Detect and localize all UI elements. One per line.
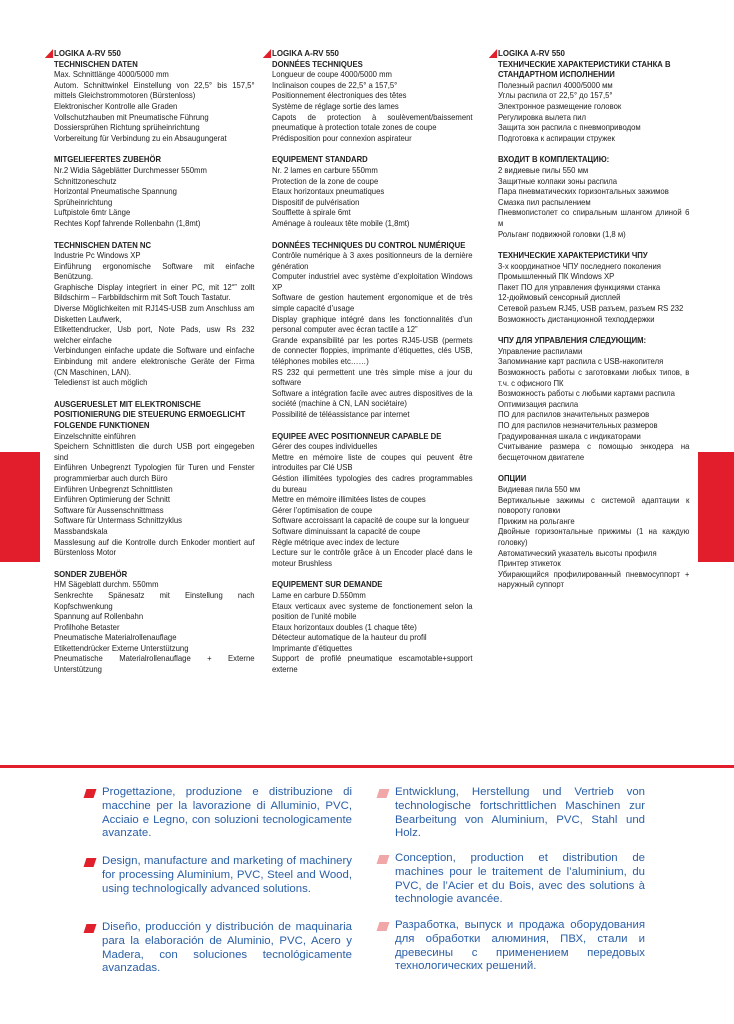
spec-section <box>272 431 473 569</box>
spec-line: Contrôle numérique à 3 axes positionneurs de la dernière génération <box>272 250 473 271</box>
spec-section <box>54 569 255 675</box>
spec-line: Автоматический указатель высоты профиля <box>498 547 657 558</box>
spec-line: Géstion illimitées typologies des cadres programmables du bureau <box>272 472 473 494</box>
spec-line: Autom. Schnittwinkel Einstellung von 22,5° bis 157,5° mittels Gleichstrommotoren (Bürstenloss) <box>54 79 255 101</box>
spec-section <box>498 250 689 324</box>
spec-line: Profilhohe Betaster <box>54 621 120 632</box>
spec-line: Электронное размещение головок <box>498 100 622 111</box>
spec-line: Принтер этикеток <box>498 558 561 569</box>
red-triangle-icon <box>263 49 271 58</box>
spec-line: Horizontal Pneumatische Spannung <box>54 186 177 197</box>
spec-line: Inclinaison coupes de 22,5° a 157,5° <box>272 79 398 90</box>
spec-section <box>54 240 255 388</box>
spec-line: HM Sägeblatt durchm. 550mm <box>54 579 159 590</box>
spec-line: ПО для распилов незначительных размеров <box>498 420 658 430</box>
spec-line: Оптимизация распила <box>498 398 579 409</box>
spec-section <box>272 59 473 144</box>
spec-line: Подготовка к аспирации стружек <box>498 132 615 143</box>
spec-section <box>272 579 473 674</box>
section-heading: EQUIPEMENT SUR DEMANDE <box>272 579 383 590</box>
section-heading: ВХОДИТ В КОМПЛЕКТАЦИЮ: <box>498 154 610 165</box>
spec-line: 12-дюймовый сенсорный дисплей <box>498 292 621 303</box>
section-heading: EQUIPEMENT STANDARD <box>272 154 368 165</box>
section-heading: DONNÉES TECHNIQUES DU CONTROL NUMÉRIQUE <box>272 239 466 250</box>
spec-line: Gérer l’optimisation de coupe <box>272 504 373 515</box>
mission-russian: Разработка, выпуск и продажа оборудования для обработки алюминия, ПВХ, стали и древесины с применением передовых технологических решений. <box>395 919 645 974</box>
spec-line: Détecteur automatique de la hauteur du profil <box>272 632 427 643</box>
spec-section <box>498 154 689 239</box>
german-specs-column <box>54 48 255 686</box>
spec-line: Software für Aussenschnittmass <box>54 504 164 515</box>
spec-line: Lame en carbure D.550mm <box>272 589 366 600</box>
spec-line: Prédisposition pour connexion aspirateur <box>272 132 412 143</box>
spec-line: Прижим на рольганге <box>498 515 575 526</box>
pink-marker-icon <box>377 855 390 864</box>
spec-line: Запоминание карт распила с USB-накопителя <box>498 356 664 367</box>
spec-line: Etaux verticaux avec systeme de fonctionement selon la position de l’unité mobile <box>272 600 473 622</box>
pink-marker-icon <box>377 789 390 798</box>
spec-line: Регулировка вылета пил <box>498 111 587 122</box>
mission-german: Entwicklung, Herstellung und Vertrieb von technologische fortschrittlichen Maschinen zur Bearbeitung von Aluminium, PVC, Stahl und Holz. <box>395 786 645 841</box>
spec-line: Protection de la zone de coupe <box>272 175 379 186</box>
spec-line: Rechtes Kopf fahrende Rollenbahn (1,8mt) <box>54 217 201 228</box>
section-heading: ТЕХНИЧЕСКИЕ ХАРАКТЕРИСТИКИ СТАНКА В СТАНДАРТНОМ ИСПОЛНЕНИИ <box>498 58 671 80</box>
spec-line: Видиевая пила 550 мм <box>498 483 581 494</box>
spec-line: Max. Schnittlänge 4000/5000 mm <box>54 69 169 80</box>
spec-line: Etaux horizontaux pneumatiques <box>272 186 385 197</box>
spec-line: Longueur de coupe 4000/5000 mm <box>272 69 392 80</box>
spec-line: ПО для распилов значительных размеров <box>498 409 650 420</box>
spec-line: Diverse Möglichkeiten mit RJ14S-USB zum Anschluss am Disketten Laufwerk, <box>54 303 255 324</box>
red-marker-icon <box>84 924 97 933</box>
section-heading: AUSGERUESLET MIT ELEKTRONISCHE POSITIONIERUNG DIE STEUERUNG ERMOEGLICHT FOLGENDE FUNKTIONEN <box>54 398 246 430</box>
spec-line: Считывание размера с помощью энкодера на бесщеточном двигателе <box>498 441 690 462</box>
russian-sections <box>498 59 689 590</box>
spec-line: Градуированная шкала с индикаторами <box>498 430 641 441</box>
right-red-band <box>698 452 734 562</box>
spec-line: 3-х координатное ЧПУ последнего поколения <box>498 260 661 271</box>
german-brand-title: LOGIKA A-RV 550 <box>54 48 255 59</box>
spec-line: Software accroissant la capacité de coupe sur la longueur <box>272 515 470 526</box>
spec-line: Grande expansibilité par les portes RJ45-USB (permets de connecter floppies, imprimante d’étiquettes, clés USB, téléphones mobiles etc……) <box>272 334 473 367</box>
spec-section <box>498 473 689 590</box>
mission-french: Conception, production et distribution de machines pour le traitement de l’aluminium, du PVC, de l’Acier et du Bois, avec des solutions à technologie avancée. <box>395 852 645 907</box>
spec-line: Software für Untermass Schnittzyklus <box>54 515 183 526</box>
spec-line: 2 видиевые пилы 550 мм <box>498 164 589 175</box>
spec-line: Nr.2 Widia Sägeblätter Durchmesser 550mm <box>54 164 207 175</box>
spec-line: Сетевой разъем RJ45, USB разъем, разъем RS 232 <box>498 303 684 314</box>
spec-line: Etikettendrucker, Usb port, Note Pads, usw Rs 232 welcher einfache <box>54 324 255 345</box>
spec-line: Защитные колпаки зоны распила <box>498 175 618 186</box>
spec-line: Graphische Display integriert in einer PC, mit 12“” zollt Bildschirm – Farbbildschirm mit Soft Touch Tastatur. <box>54 281 255 303</box>
spec-line: Capots de protection à soulèvement/baissement pneumatique à protection totale zones de coupe <box>272 111 473 133</box>
mission-english: Design, manufacture and marketing of machinery for processing Aluminium, PVC, Steel and Wood, using technologically advanced solutions. <box>102 855 352 896</box>
spec-line: Elektronischer Kontrolle alle Graden <box>54 100 178 111</box>
spec-line: Positionnement électroniques des têtes <box>272 90 407 101</box>
spec-section <box>498 335 689 462</box>
spec-line: Luftpistole 6mtr Länge <box>54 207 131 218</box>
spec-line: Возможность работы с любыми картами распила <box>498 388 675 399</box>
spec-line: Massbandskala <box>54 525 108 536</box>
spec-line: Углы распила от 22,5° до 157,5° <box>498 90 613 101</box>
section-heading: MITGELIEFERTES ZUBEHÖR <box>54 154 162 165</box>
spec-line: Einführung ergonomische Software mit einfache Benützung. <box>54 260 255 282</box>
spec-line: Пара пневматических горизонтальных зажимов <box>498 186 669 197</box>
spec-section <box>54 399 255 558</box>
spec-line: Soufflette à spirale 6mt <box>272 207 351 218</box>
spec-line: Einzelschnitte einführen <box>54 430 136 441</box>
spec-line: Пакет ПО для управления функциями станка <box>498 281 661 292</box>
spec-line: Двойные горизонтальные прижимы (1 на каждую головку) <box>498 526 690 547</box>
spec-line: Support de profilé pneumatique escamotable+support externe <box>272 653 473 675</box>
spec-line: Telediensт ist auch möglich <box>54 377 148 388</box>
spec-section <box>498 59 689 144</box>
german-sections <box>54 59 255 675</box>
spec-line: Dossiersprühen Richtung sprüheinrichtung <box>54 122 200 133</box>
spec-line: Промышленный ПК Windows XP <box>498 271 615 282</box>
section-heading: DONNÉES TECHNIQUES <box>272 58 363 69</box>
spec-line: Gérer des coupes individuelles <box>272 441 378 452</box>
spec-line: Vorbereitung für Verbindung zu ein Absaugungerat <box>54 132 227 143</box>
spec-section <box>54 154 255 228</box>
spec-section <box>272 154 473 228</box>
spec-line: Software a intégration facile avec autres dispositives de la société (machine à CN, LAN sociétaire) <box>272 387 473 409</box>
spec-line: Etaux horizontaux doubles (1 chaque tête) <box>272 621 417 632</box>
spec-line: Etikettendrücker Externe Unterstützung <box>54 642 189 653</box>
russian-brand-title: LOGIKA A-RV 550 <box>498 48 689 59</box>
spec-line: Possibilité de téléassistance par internet <box>272 409 410 419</box>
section-heading: ТЕХНИЧЕСКИЕ ХАРАКТЕРИСТИКИ ЧПУ <box>498 250 648 261</box>
spec-line: Einführen Unbegrenzt Schnittlisten <box>54 483 173 494</box>
spec-line: Système de réglage sortie des lames <box>272 100 399 111</box>
mission-italian: Progettazione, produzione e distribuzione di macchine per la lavorazione di Alluminio, PVC, Acciaio e Legno, con soluzioni tecnologicamente avanzate. <box>102 786 352 841</box>
section-heading: TECHNISCHEN DATEN NC <box>54 239 152 250</box>
french-brand-title: LOGIKA A-RV 550 <box>272 48 473 59</box>
spec-line: Einführen Unbegrenzt Typologien für Turen und Fenster programmierbar auch durch Büro <box>54 462 255 483</box>
spec-line: Software de gestion hautement ergonomique et de très simple capacité d’usage <box>272 292 473 314</box>
french-specs-column <box>272 48 473 686</box>
spec-line: Aménage à rouleaux tête mobile (1,8mt) <box>272 217 410 228</box>
pink-marker-icon <box>377 922 390 931</box>
spec-line: Computer industriel avec système d’exploitation Windows XP <box>272 271 473 292</box>
spec-line: Вертикальные зажимы с системой адаптации к повороту головки <box>498 494 690 516</box>
spec-line: Pneumatische Materialrollenauflage <box>54 632 177 643</box>
spec-line: Управление распилами <box>498 345 583 356</box>
spec-line: Рольганг подвижной головки (1,8 м) <box>498 228 626 239</box>
spec-section <box>54 59 255 144</box>
spec-line: Imprimante d’étiquettes <box>272 642 353 653</box>
section-heading: ЧПУ ДЛЯ УПРАВЛЕНИЯ СЛЕДУЮЩИМ: <box>498 335 647 346</box>
spec-line: Sprüheinrichtung <box>54 196 113 207</box>
spec-line: Spannung auf Rollenbahn <box>54 611 144 622</box>
spec-line: Dispositif de pulvérisation <box>272 196 360 207</box>
spec-line: Règle métrique avec index de lecture <box>272 536 400 547</box>
spec-line: Пневмопистолет со спиральным шлангом длиной 6 м <box>498 207 690 228</box>
mission-spanish: Diseño, producción y distribución de maquinaria para la elaboración de Aluminio, PVC, Acero y Madera, con soluciones tecnológicamente avanzadas. <box>102 921 352 976</box>
spec-line: Senkrechte Spänesatz mit Einstellung nach Kopfschwenkung <box>54 589 255 611</box>
spec-line: Masslesung auf die Kontrolle durch Enkoder montiert auf Bürstenloss Motor <box>54 536 255 558</box>
footer-divider <box>0 765 734 768</box>
spec-line: Mettre en mémoire illimitées listes de coupes <box>272 494 426 505</box>
spec-line: Industrie Pc Windows XP <box>54 250 141 261</box>
red-triangle-icon <box>489 49 497 58</box>
french-sections <box>272 59 473 675</box>
spec-line: RS 232 qui permettent une très simple mise a jour du software <box>272 366 473 388</box>
spec-line: Software diminuissant la capacité de coupe <box>272 525 421 536</box>
spec-line: Schnittzoneschutz <box>54 175 117 186</box>
spec-line: Speichern Schnittlisten die durch USB port eingegeben sind <box>54 441 255 462</box>
red-marker-icon <box>84 858 97 867</box>
spec-line: Display graphique intégré dans les fonctionnalités d’un personal computer avec écran tactile a 12” <box>272 313 473 335</box>
spec-line: Nr. 2 lames en carbure 550mm <box>272 164 378 175</box>
spec-line: Полезный распил 4000/5000 мм <box>498 79 613 90</box>
spec-line: Vollschutzhauben mit Pneumatische Führung <box>54 111 209 122</box>
left-red-band <box>0 452 40 562</box>
spec-line: Einführen Optimierung der Schnitt <box>54 494 171 505</box>
spec-line: Mettre en mémoire liste de coupes qui peuvent être introduites par Clé USB <box>272 451 473 473</box>
section-heading: ОПЦИИ <box>498 473 527 484</box>
red-triangle-icon <box>45 49 53 58</box>
spec-line: Lecture sur le contrôle grâce à un Encoder placé dans le moteur Brushless <box>272 547 473 568</box>
spec-line: Возможность работы с заготовками любых типов, в т.ч. с офисного ПК <box>498 367 690 388</box>
spec-line: Возможность дистанционной техподдержки <box>498 313 655 324</box>
red-marker-icon <box>84 789 97 798</box>
spec-section <box>272 240 473 420</box>
spec-line: Смазка пил распылением <box>498 196 591 207</box>
section-heading: SONDER ZUBEHÖR <box>54 568 128 579</box>
spec-line: Verbindungen einfache update die Software und einfache Einbindung mit andere elektronische Geräte der Firma (CN Maschinen, LAN). <box>54 345 255 377</box>
spec-line: Защита зон распила с пневмоприводом <box>498 122 641 133</box>
spec-line: Pneumatische Materialrollenauflage + Externe Unterstützung <box>54 653 255 675</box>
section-heading: EQUIPEE AVEC POSITIONNEUR CAPABLE DE <box>272 430 442 441</box>
russian-specs-column <box>498 48 689 601</box>
section-heading: TECHNISCHEN DATEN <box>54 58 138 69</box>
spec-line: Убирающийся профилированный пневмосуппорт + наружный суппорт <box>498 568 690 590</box>
